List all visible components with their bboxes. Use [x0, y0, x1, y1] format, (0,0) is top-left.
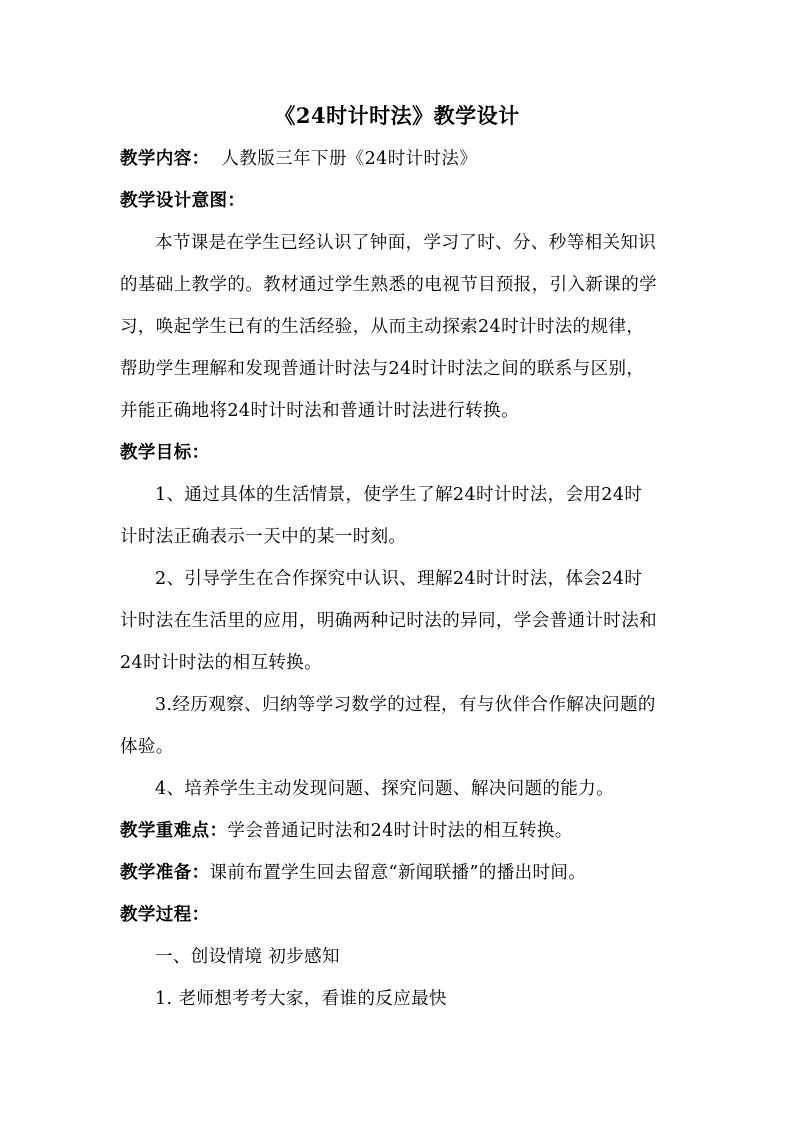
objective-line: 24时计时法的相互转换。 [120, 653, 323, 673]
objective-line: 计时法在生活里的应用，明确两种记时法的异同，学会普通计时法和 [120, 611, 657, 631]
preparation-value: 课前布置学生回去留意“新闻联播”的播出时间。 [209, 863, 587, 883]
objective-line: 2、引导学生在合作探究中认识、理解24时计时法，体会24时 [155, 569, 643, 589]
key-points-line [120, 816, 680, 846]
process-line: 一、创设情境 初步感知 [155, 947, 340, 967]
process-heading: 教学过程： [120, 905, 210, 925]
key-points-label: 教学重难点： [120, 821, 228, 841]
paragraph-line: 帮助学生理解和发现普通计时法与24时计时法之间的联系与区别， [120, 359, 645, 379]
objective-line: 1、通过具体的生活情景，使学生了解24时计时法，会用24时 [155, 485, 643, 505]
preparation-label: 教学准备： [120, 863, 210, 883]
paragraph-line: 并能正确地将24时计时法和普通计时法进行转换。 [120, 401, 519, 421]
key-points-value: 学会普通记时法和24时计时法的相互转换。 [227, 821, 573, 841]
content-line [120, 144, 680, 174]
objectives-heading: 教学目标： [120, 443, 210, 463]
design-intent-heading: 教学设计意图： [120, 191, 246, 211]
content-label: 教学内容： [120, 149, 210, 169]
objective-line: 3.经历观察、归纳等学习数学的过程，有与伙伴合作解决问题的 [155, 695, 656, 715]
preparation-line [120, 858, 680, 888]
process-line: 1. 老师想考考大家，看谁的反应最快 [155, 989, 447, 1009]
paragraph-line: 本节课是在学生已经认识了钟面，学习了时、分、秒等相关知识 [155, 233, 657, 253]
paragraph-line: 的基础上教学的。教材通过学生熟悉的电视节目预报，引入新课的学 [120, 275, 657, 295]
objective-line: 计时法正确表示一天中的某一时刻。 [120, 527, 407, 547]
paragraph-line: 习，唤起学生已有的生活经验，从而主动探索24时计时法的规律， [120, 317, 645, 337]
document-title: 《24时计时法》教学设计 [274, 103, 520, 128]
objective-line: 体验。 [120, 737, 174, 757]
content-value: 人教版三年下册《24时计时法》 [209, 149, 478, 169]
objective-line: 4、培养学生主动发现问题、探究问题、解决问题的能力。 [155, 779, 615, 799]
